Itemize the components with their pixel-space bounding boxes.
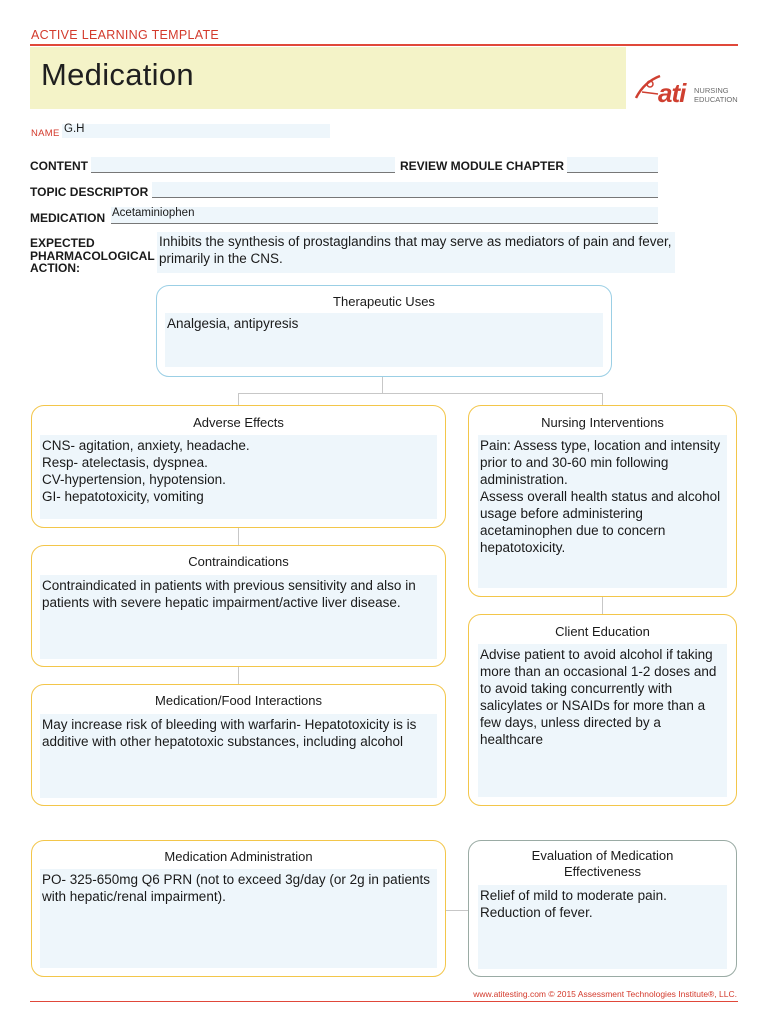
therapeutic-uses-title: Therapeutic Uses <box>333 294 435 309</box>
adverse-effects-title: Adverse Effects <box>193 415 284 430</box>
name-value: G.H <box>64 123 85 135</box>
logo-subtitle: NURSING EDUCATION <box>694 86 738 104</box>
page-title: Medication <box>41 57 194 92</box>
med-administration-box <box>31 840 446 977</box>
evaluation-field[interactable]: Relief of mild to moderate pain. Reduction of fever. <box>478 885 727 969</box>
evaluation-box <box>468 840 737 977</box>
med-food-interactions-title: Medication/Food Interactions <box>155 693 322 708</box>
contraindications-title: Contraindications <box>188 554 289 569</box>
content-field[interactable] <box>91 157 395 173</box>
review-module-field[interactable] <box>567 157 658 173</box>
template-label: ACTIVE LEARNING TEMPLATE <box>31 28 220 42</box>
topic-descriptor-label: TOPIC DESCRIPTOR <box>30 185 149 199</box>
therapeutic-uses-field[interactable]: Analgesia, antipyresis <box>165 313 603 367</box>
content-label: CONTENT <box>30 159 88 173</box>
adverse-effects-box <box>31 405 446 528</box>
med-administration-title: Medication Administration <box>164 849 313 864</box>
name-field[interactable] <box>62 124 330 138</box>
footer-copyright: www.atitesting.com © 2015 Assessment Technologies Institute®, LLC. <box>473 989 737 999</box>
nursing-interventions-box <box>468 405 737 597</box>
medication-field[interactable] <box>111 207 658 224</box>
expected-action-field[interactable]: Inhibits the synthesis of prostaglandins that may serve as mediators of pain and fever, primarily in the CNS. <box>157 232 675 273</box>
review-module-label: REVIEW MODULE CHAPTER <box>400 159 565 173</box>
client-education-box <box>468 614 737 806</box>
ati-logo <box>630 72 745 112</box>
connector <box>382 376 383 393</box>
therapeutic-uses-box <box>156 285 612 377</box>
nursing-interventions-field[interactable]: Pain: Assess type, location and intensity prior to and 30-60 min following administration. Assess overall health status and alcohol usage before administering acetaminophen due to concern hepatotoxicity. <box>478 435 727 588</box>
connector <box>238 527 239 545</box>
connector <box>602 596 603 614</box>
name-label: NAME <box>31 128 60 139</box>
connector <box>238 393 239 405</box>
contraindications-field[interactable]: Contraindicated in patients with previous sensitivity and also in patients with severe hepatic impairment/active liver disease. <box>40 575 437 659</box>
connector <box>238 666 239 684</box>
topic-descriptor-field[interactable] <box>152 182 658 198</box>
connector <box>445 910 468 911</box>
med-food-interactions-box <box>31 684 446 806</box>
adverse-effects-field[interactable]: CNS- agitation, anxiety, headache. Resp- atelectasis, dyspnea. CV-hypertension, hypotension. GI- hepatotoxicity, vomiting <box>40 435 437 519</box>
logo-text: ati <box>658 78 686 108</box>
medication-value: Acetaminiophen <box>112 207 195 219</box>
header-rule <box>30 44 738 46</box>
expected-action-label: EXPECTED PHARMACOLOGICAL ACTION: <box>30 236 155 275</box>
evaluation-title: Evaluation of Medication Effectiveness <box>531 848 674 879</box>
client-education-field[interactable]: Advise patient to avoid alcohol if taking more than an occasional 1-2 doses and to avoid taking concurrently with salicylates or NSAIDs for more than a few days, unless directed by a healthcare <box>478 644 727 797</box>
med-food-interactions-field[interactable]: May increase risk of bleeding with warfarin- Hepatotoxicity is is additive with other hepatotoxic substances, including alcohol <box>40 714 437 798</box>
contraindications-box <box>31 545 446 667</box>
nursing-interventions-title: Nursing Interventions <box>541 415 664 430</box>
footer-rule <box>30 1001 738 1002</box>
client-education-title: Client Education <box>555 624 650 639</box>
med-administration-field[interactable]: PO- 325-650mg Q6 PRN (not to exceed 3g/day (or 2g in patients with hepatic/renal impairment). <box>40 869 437 968</box>
medication-label: MEDICATION <box>30 211 106 225</box>
connector <box>602 393 603 405</box>
connector <box>238 393 603 394</box>
